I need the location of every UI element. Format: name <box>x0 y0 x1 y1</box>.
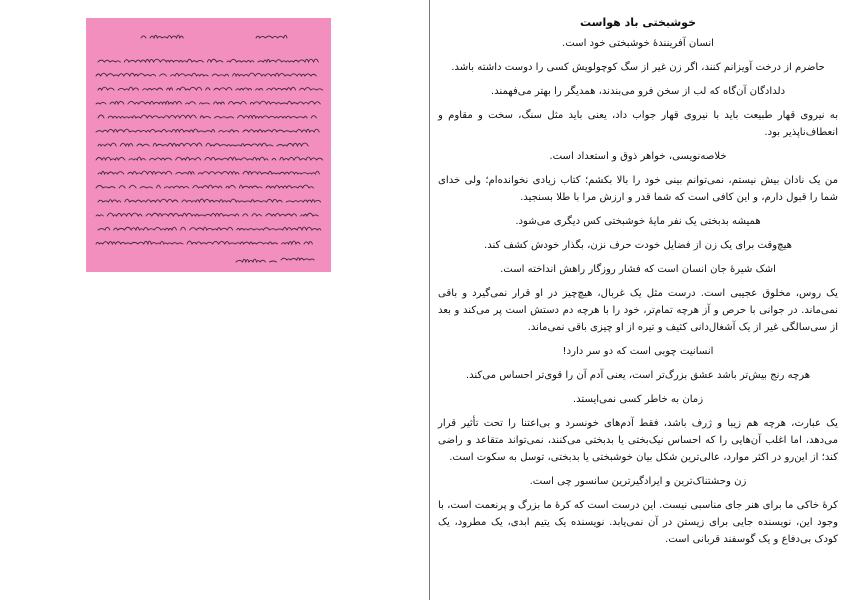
paragraph: به نیروی قهار طبیعت باید با نیروی قهار جواب داد، یعنی باید مثل سنگ، سخت و مقاوم و انعطاف‌ناپذیر بود. <box>438 110 838 138</box>
right-page <box>430 0 861 600</box>
paragraph: من یک نادان بیش نیستم، نمی‌توانم بینی خود را بالا بکشم؛ کتاب زیادی نخوانده‌ام؛ ولی خدای شما را قبول دارم، و این کافی است که شما قدر و ارزش مرا با طلا بسنجید. <box>438 175 838 203</box>
paragraph: یک عبارت، هرچه هم زیبا و ژرف باشد، فقط آدم‌های خونسرد و بی‌اعتنا را تحت تأثیر قرار می‌دهد، اما اغلب آن‌هایی را که احساس نیک‌بختی یا بدبختی می‌کنند، نمی‌تواند متقاعد و راضی کند؛ از این‌رو در اکثر موارد، عالی‌ترین شکل بیان خوشبختی یا بدبختی، توسل به سکوت است. <box>438 418 838 463</box>
paragraph: کرهٔ خاکی ما برای هنر جای مناسبی نیست. این درست است که کرهٔ ما بزرگ و پرنعمت است، با وجود این، نویسنده جایی برای زیستن در آن نمی‌یابد. نویسنده یک یتیم ابدی، یک مطرود، یک کودک بی‌دفاع و یک گوسفند قربانی است. <box>438 500 838 545</box>
paragraph: انسانیت چوبی است که دو سر دارد! <box>562 346 714 357</box>
paragraph: همیشه بدبختی یک نفر مایهٔ خوشبختی کس دیگری می‌شود. <box>515 216 761 227</box>
paragraph: یک روس، مخلوق عجیبی است. درست مثل یک غربال، هیچ‌چیز در او قرار نمی‌گیرد و باقی نمی‌ماند. در جوانی با حرص و آز هرچه تمام‌تر، خود را با هرچه دم دستش است پر می‌کند و بعد از سی‌سالگی غیر از یک آشغال‌دانی کثیف و تیره از او چیزی باقی نمی‌ماند. <box>438 288 838 333</box>
paragraph: حاضرم از درخت آویزانم کنند، اگر زن غیر از سگ کوچولویش کسی را دوست داشته باشد. <box>451 62 825 73</box>
paragraph: خلاصه‌نویسی، خواهر ذوق و استعداد است. <box>549 151 727 162</box>
text-column <box>438 14 838 555</box>
paragraph: انسان آفرینندهٔ خوشبختی خود است. <box>562 38 714 49</box>
left-page <box>0 0 429 600</box>
paragraph: هیچ‌وقت برای یک زن از فضایل خودت حرف نزن، بگذار خودش کشف کند. <box>483 240 793 251</box>
paragraph: زمان به خاطر کسی نمی‌ایستد. <box>572 394 704 405</box>
paragraph: دلدادگان آن‌گاه که لب از سخن فرو می‌بندند، همدیگر را بهتر می‌فهمند. <box>490 86 786 97</box>
page-title: خوشبختی باد هواست <box>580 16 696 29</box>
paragraph: اشک شیرهٔ جان انسان است که فشار روزگار راهش انداخته است. <box>500 264 776 275</box>
paragraph: هرچه رنج بیش‌تر باشد عشق بزرگ‌تر است، یعنی آدم آن را قوی‌تر احساس می‌کند. <box>465 370 811 381</box>
paragraph: زن وحشتناک‌ترین و ایرادگیرترین سانسور چی است. <box>529 476 747 487</box>
handwriting-scribble <box>86 18 331 272</box>
handwritten-letter-image <box>86 18 331 272</box>
